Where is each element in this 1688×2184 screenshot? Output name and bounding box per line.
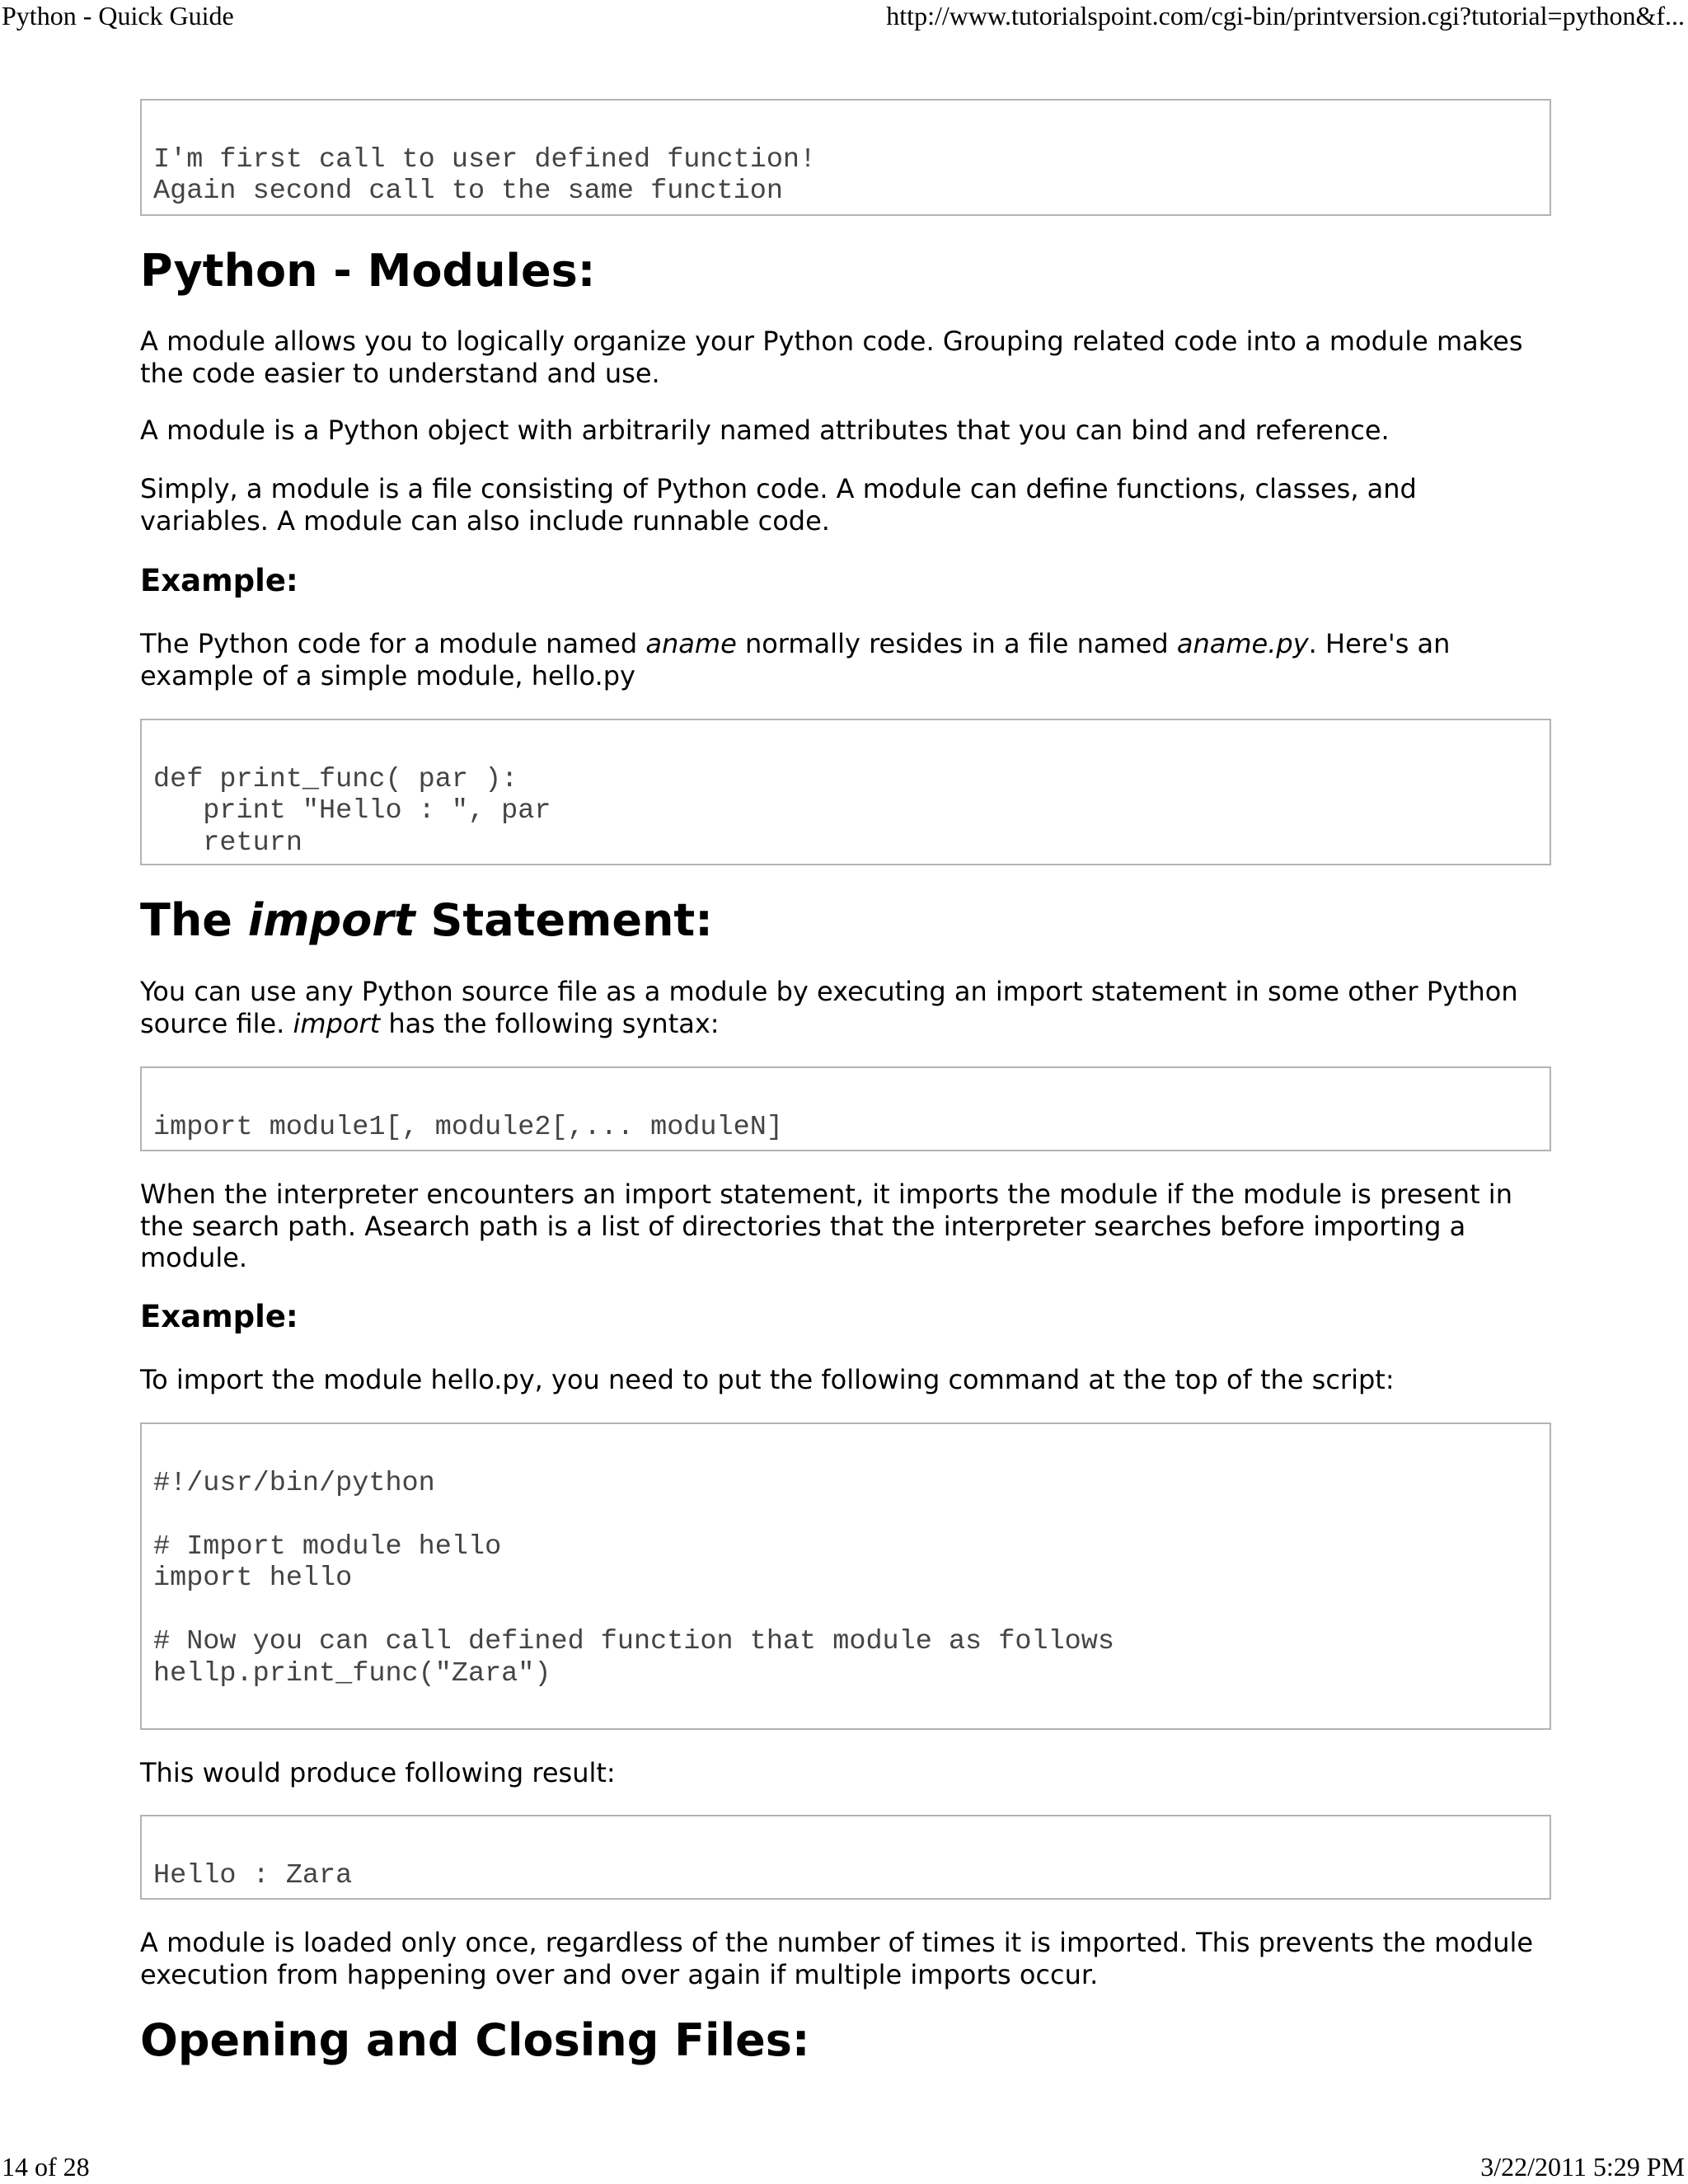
module-code-block [140, 719, 1551, 865]
page-number: 14 of 28 [2, 2152, 90, 2182]
section-heading-files: Opening and Closing Files: [140, 2014, 810, 2066]
document-title: Python - Quick Guide [2, 1, 234, 30]
code-output-block [140, 99, 1551, 216]
page-url: http://www.tutorialspoint.com/cgi-bin/printversion.cgi?tutorial=python&f... [886, 1, 1685, 30]
import-syntax-code-text: import module1[, module2[,... moduleN] [153, 1111, 783, 1143]
example-heading-2: Example: [140, 1299, 298, 1334]
import-paragraph-2: When the interpreter encounters an import statement, it imports the module if the module is present in the search path. Asearch path is a list of directories that the interpreter searches before importing a module. [140, 1179, 1512, 1273]
section-heading-modules: Python - Modules: [140, 245, 596, 297]
modules-paragraph-1: A module allows you to logically organize your Python code. Grouping related code into a module makes the code easier to understand and use. [140, 326, 1523, 389]
import-example-code-block [140, 1422, 1551, 1730]
modules-paragraph-2: A module is a Python object with arbitrarily named attributes that you can bind and reference. [140, 415, 1390, 446]
modules-paragraph-3: Simply, a module is a file consisting of Python code. A module can define functions, classes, and variables. A module can also include runnable code. [140, 473, 1417, 537]
result-code-text: Hello : Zara [153, 1859, 353, 1891]
import-paragraph-1: You can use any Python source file as a module by executing an import statement in some other Python source file. import has the following syntax: [140, 976, 1518, 1039]
example-paragraph-1: The Python code for a module named aname normally resides in a file named aname.py. Here's an example of a simple module, hello.py [140, 628, 1451, 691]
example-heading-1: Example: [140, 563, 298, 598]
import-syntax-code-block [140, 1066, 1551, 1151]
import-paragraph-3: A module is loaded only once, regardless of the number of times it is imported. This prevents the module execution from happening over and over again if multiple imports occur. [140, 1927, 1534, 1990]
section-heading-import: The import Statement: [140, 894, 713, 946]
print-datetime: 3/22/2011 5:29 PM [1480, 2152, 1685, 2182]
import-example-code-text: #!/usr/bin/python # Import module hello import hello # Now you can call defined function that module as follows hellp.print_func("Zara") [153, 1467, 1114, 1690]
code-output-text: I'm first call to user defined function! Again second call to the same function [153, 143, 817, 207]
result-code-block [140, 1815, 1551, 1900]
import-example-paragraph: To import the module hello.py, you need to put the following command at the top of the script: [140, 1364, 1395, 1395]
module-code-text: def print_func( par ): print "Hello : ", par return [153, 763, 551, 859]
result-intro-paragraph: This would produce following result: [140, 1757, 616, 1788]
